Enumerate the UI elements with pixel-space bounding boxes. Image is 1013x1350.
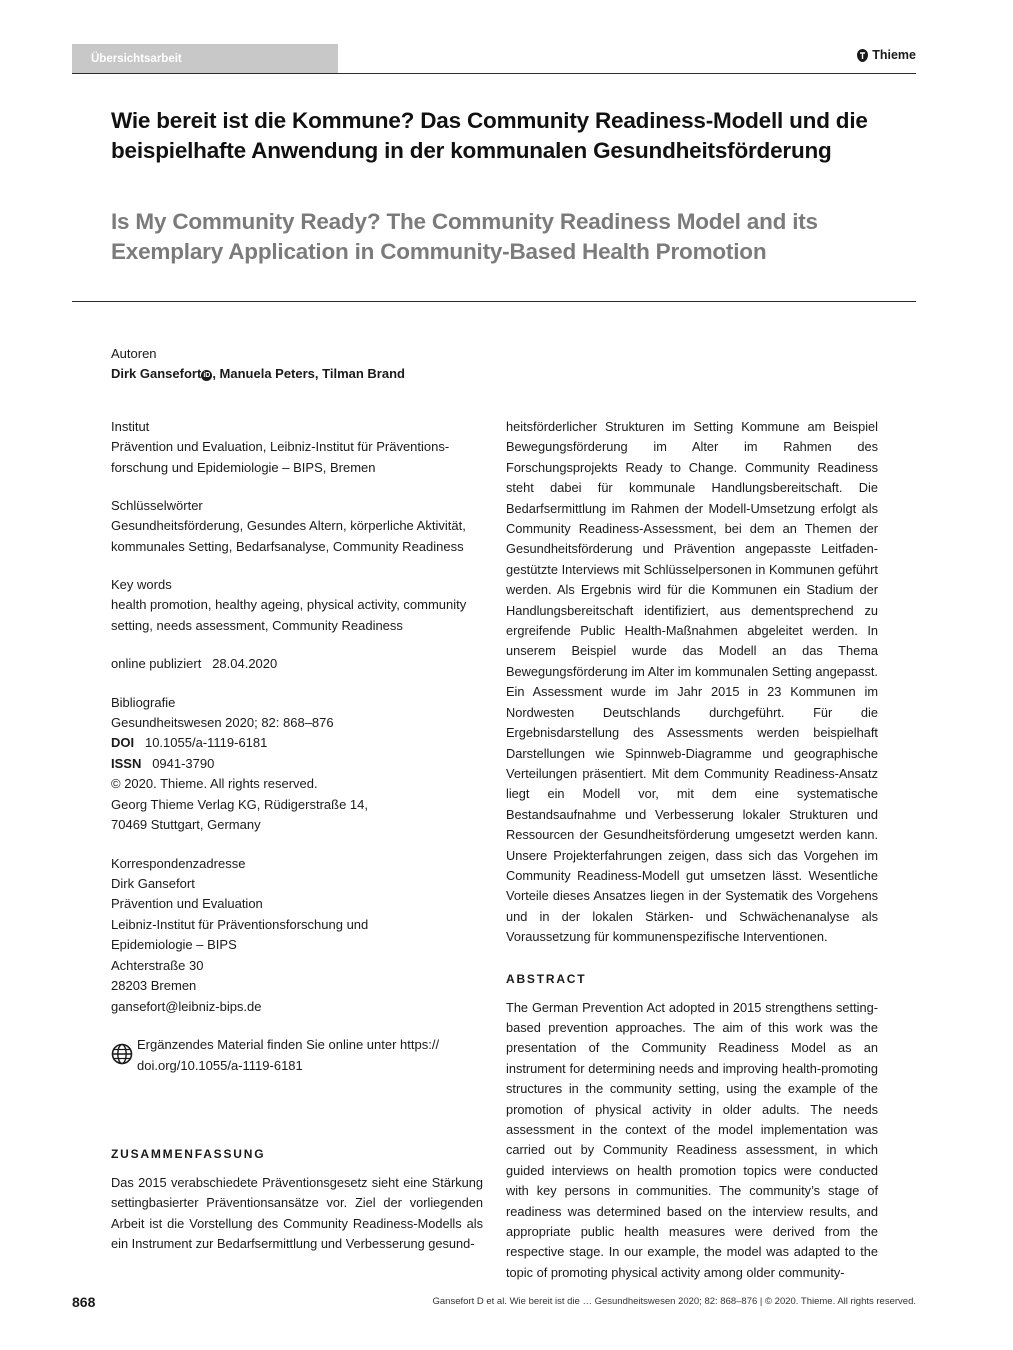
bibliography-label: Bibliografie bbox=[111, 694, 176, 710]
right-column bbox=[506, 417, 878, 1283]
footer-citation: Gansefort D et al. Wie bereit ist die … Gesundheitswesen 2020; 82: 868–876 | © 2020. Thieme. All rights reserved. bbox=[432, 1296, 916, 1307]
keywords-en-label: Key words bbox=[111, 577, 172, 592]
supplementary-text bbox=[137, 1035, 439, 1076]
abstract-heading: ABSTRACT bbox=[506, 971, 587, 986]
correspondence-line: Leibniz-Institut für Präventionsforschung und bbox=[111, 916, 369, 932]
institute-text: Prävention und Evaluation, Leibniz-Institut für Präventionsforschung und Epidemiologie – BIPS, Bremen bbox=[111, 439, 450, 475]
doi-value[interactable]: 10.1055/a-1119-6181 bbox=[144, 735, 268, 750]
page-number: 868 bbox=[72, 1294, 96, 1310]
author-first[interactable]: Dirk Gansefort bbox=[111, 366, 202, 381]
bibliography-copyright: © 2020. Thieme. All rights reserved. bbox=[111, 776, 318, 791]
zusammenfassung-text-start: Das 2015 verabschiedete Präventionsgesetz sieht eine Stärkung settingbasierter Präventionsansätze vor. Ziel der vorliegenden Arbeit ist die Vorstellung des Community Readiness-Modells als ein Instrument zur Bedarfsermittlung und Verbesserung gesund- bbox=[111, 1175, 483, 1252]
supplementary-note bbox=[111, 1035, 483, 1076]
correspondence-line: 28203 Bremen bbox=[111, 978, 197, 993]
bibliography-city: 70469 Stuttgart, Germany bbox=[111, 817, 261, 832]
section-label: Übersichtsarbeit bbox=[72, 44, 338, 74]
publisher-name: Thieme bbox=[872, 48, 916, 62]
metadata-column bbox=[111, 417, 483, 1076]
orcid-icon[interactable]: iD bbox=[203, 372, 211, 379]
correspondence-line: Prävention und Evaluation bbox=[111, 896, 263, 911]
authors-list bbox=[111, 364, 471, 384]
authors-rest: , Manuela Peters, Tilman Brand bbox=[212, 366, 405, 381]
published-date: 28.04.2020 bbox=[212, 656, 278, 671]
issn-label: ISSN bbox=[111, 755, 142, 771]
correspondence-label: Korrespondenzadresse bbox=[111, 855, 246, 871]
supplementary-link[interactable]: doi.org/10.1055/a-1119-6181 bbox=[137, 1057, 303, 1073]
zusammenfassung-section bbox=[111, 1145, 483, 1255]
supplementary-line: Ergänzendes Material finden Sie online unter https:// bbox=[137, 1037, 440, 1052]
doi-label: DOI bbox=[111, 735, 135, 750]
header-divider bbox=[72, 73, 916, 74]
abstract-text: The German Prevention Act adopted in 2015 strengthens setting-based prevention approaches. The aim of this work was the presentation of the Community Readiness Model as an instrument for determining needs and improving health-promoting structures in the community setting, using the example of the promotion of physical activity in older adults. The needs assessment in the context of the model implementation was carried out by Community Readiness assessment, in which guided interviews on health promotion topics were conducted with key persons in communities. The community’s stage of readiness was determined based on the interview results, and appropriate public health measures were derived from the respective stage. In our example, the model was adapted to the topic of promoting physical activity among older community- bbox=[506, 999, 878, 1280]
zusammenfassung-text-continued: heitsförderlicher Strukturen im Setting Kommune am Beispiel Bewegungsförderung im Alter im Rahmen des Forschungsprojekts Ready to Change. Community Readiness steht dabei für kommunale Handlungsbereitschaft. Die Bedarfsermittlung im Rahmen der Modell-Umsetzung erfolgt als Community Readiness-Assessment, bei dem an Themen der Gesundheitsförderung und Prävention angepasste Leitfaden-gestützte Interviews mit Schlüsselpersonen in Kommunen geführt werden. Als Ergebnis wird für die Kommunen ein Stadium der Handlungsbereitschaft identifiziert, aus dementsprechend zu ergreifende Public Health-Maßnahmen abgeleitet werden. In unserem Beispiel wurde das Modell an das Thema Bewegungsförderung im Alter im kommunalen Setting angepasst. Ein Assessment wurde im Jahr 2015 in 23 Kommunen im Nordwesten Deutschlands durchgeführt. Für die Ergebnisdarstellung des Assessments werden beispielhaft Darstellungen wie Spinnweb-Diagramme und geographische Verteilungen präsentiert. Mit dem Community Readiness-Ansatz liegt ein Modell vor, mit dem eine systematische Bestandsaufnahme und Verbesserung lokaler Strukturen und Ressourcen der Gesundheitsförderung umgesetzt werden kann. Unsere Projekterfahrungen zeigen, dass sich das Vorgehen im Community Readiness-Modell gut umsetzen lässt. Wesentliche Vorteile dieses Ansatzes liegen in der Systematik des Vorgehens und in der lokalen Stärken- und Schwächenanalyse als Voraussetzung für kommunenspezifische Interventionen. bbox=[506, 419, 878, 945]
authors-label: Autoren bbox=[111, 346, 157, 361]
keywords-de-section bbox=[111, 496, 483, 557]
institute-label: Institut bbox=[111, 419, 150, 434]
article-title-english: Is My Community Ready? The Community Readiness Model and its Exemplary Application in Community-Based Health Promotion bbox=[111, 209, 818, 264]
publisher-logo bbox=[857, 48, 916, 62]
title-divider bbox=[72, 301, 916, 302]
correspondence-line: Dirk Gansefort bbox=[111, 875, 195, 891]
bibliography-journal: Gesundheitswesen 2020; 82: 868–876 bbox=[111, 714, 334, 730]
authors-block bbox=[111, 344, 471, 384]
thieme-logo-icon bbox=[857, 49, 868, 62]
bibliography-section bbox=[111, 693, 483, 836]
zusammenfassung-heading: ZUSAMMENFASSUNG bbox=[111, 1147, 266, 1161]
bibliography-publisher: Georg Thieme Verlag KG, Rüdigerstraße 14, bbox=[111, 796, 368, 812]
bibliography-doi bbox=[111, 733, 483, 754]
globe-icon bbox=[111, 1043, 133, 1065]
correspondence-line: Achterstraße 30 bbox=[111, 957, 204, 973]
keywords-en-text: health promotion, healthy ageing, physical activity, community setting, needs assessment, Community Readiness bbox=[111, 597, 467, 633]
issn-value: 0941-3790 bbox=[152, 755, 215, 771]
correspondence-line: Epidemiologie – BIPS bbox=[111, 937, 237, 952]
correspondence-section bbox=[111, 854, 483, 1018]
institute-section bbox=[111, 417, 483, 478]
correspondence-email[interactable]: gansefort@leibniz-bips.de bbox=[111, 998, 262, 1014]
keywords-de-text: Gesundheitsförderung, Gesundes Altern, körperliche Aktivität, kommunales Setting, Bedarfsanalyse, Community Readiness bbox=[111, 518, 466, 554]
article-title-german: Wie bereit ist die Kommune? Das Community Readiness-Modell und die beispielhafte Anwendung in der kommunalen Gesundheitsförderung bbox=[111, 108, 868, 163]
published-section bbox=[111, 654, 483, 675]
bibliography-issn bbox=[111, 754, 483, 775]
published-label: online publiziert bbox=[111, 656, 202, 671]
keywords-de-label: Schlüsselwörter bbox=[111, 498, 203, 513]
keywords-en-section bbox=[111, 575, 483, 636]
